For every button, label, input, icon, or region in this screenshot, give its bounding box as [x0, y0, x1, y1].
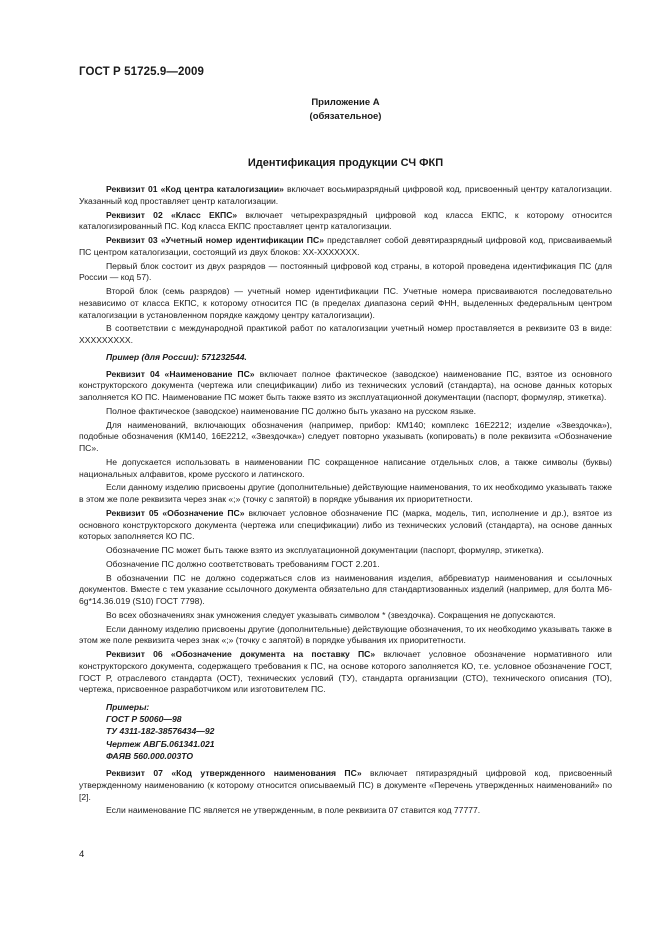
paragraph: Не допускается использовать в наименовании ПС сокращенное написание отдельных слов, а также символы (буквы) национальных алфавитов, кроме русского и латинского. — [79, 456, 612, 479]
example-item: ГОСТ Р 50060—98 — [106, 714, 182, 725]
paragraph: Первый блок состоит из двух разрядов — постоянный цифровой код страны, в которой проведена идентификация ПС (для России — код 57). — [79, 260, 612, 283]
paragraph: Если данному изделию присвоены другие (дополнительные) действующие обозначения, то их необходимо указывать также в этом же поле реквизита через знак «;» (точку с запятой) в порядке убывания их приоритетности. — [79, 623, 612, 646]
paragraph: Полное фактическое (заводское) наименование ПС должно быть указано на русском языке. — [106, 405, 477, 416]
paragraph — [79, 508, 612, 543]
requisite-label: Реквизит 03 «Учетный номер идентификации ПС» — [106, 235, 324, 245]
requisite-label: Реквизит 01 «Код центра каталогизации» — [106, 184, 284, 194]
requisite-label: Реквизит 06 «Обозначение документа на поставку ПС» — [106, 649, 376, 659]
requisite-label: Реквизит 02 «Класс ЕКПС» — [106, 209, 238, 220]
standard-header: ГОСТ Р 51725.9—2009 — [79, 66, 204, 78]
requisite-label: Реквизит 05 «Обозначение ПС» — [106, 507, 245, 518]
requisite-label: Реквизит 07 «Код утвержденного наименования ПС» — [106, 768, 362, 779]
annex-title: Приложение А — [311, 97, 380, 108]
paragraph — [79, 184, 612, 208]
paragraph: Обозначение ПС может быть также взято из эксплуатационной документации (паспорт, формуляр, этикетка). — [106, 545, 544, 555]
paragraph — [79, 649, 612, 696]
paragraph — [79, 369, 612, 404]
example-russia: Пример (для России): 571232544. — [106, 351, 247, 362]
page-number: 4 — [79, 849, 85, 860]
paragraph-text: включает четырехразрядный цифровой код класса ЕКПС, к которому относится каталогизированный ПС. Код класса ЕКПС проставляет центр каталогизации. — [79, 209, 612, 232]
paragraph-text: включает условное обозначение нормативного или конструкторского документа, содержащего требования к ПС, на основе которого заполняется КО, т.е. условное обозначение ГОСТ, ГОСТ Р, отраслевого стандарта (ОСТ), технических условий (ТУ), стандарта организации (СТО), технического описания (ТО), чертежа, присвоенное разработчиком или изготовителем ПС. — [79, 649, 612, 695]
paragraph-text: включает условное обозначение ПС (марка, модель, тип, исполнение и др.), взятое из основного конструкторского документа (чертежа или спецификации) либо из технических условий (стандарта), на основе данных которых заполняется КО ПС. — [79, 507, 612, 542]
example-item: ФАЯВ 560.000.003ТО — [106, 750, 194, 761]
paragraph: Обозначение ПС должно соответствовать требованиям ГОСТ 2.201. — [106, 558, 380, 569]
paragraph-text: включает восьмиразрядный цифровой код, присвоенный центру каталогизации. Указанный код проставляет центр каталогизации. — [79, 184, 612, 206]
paragraph-text: представляет собой девятиразрядный цифровой код, присваиваемый ПС центром каталогизации, состоящий из двух блоков: XX-XXXXXXX. — [79, 235, 612, 257]
paragraph: В соответствии с международной практикой работ по каталогизации учетный номер проставляется в реквизите 03 в виде: XXXXXXXXX. — [79, 323, 612, 345]
paragraph: Если данному изделию присвоены другие (дополнительные) действующие наименования, то их необходимо указывать также в этом же поле реквизита через знак «;» (точку с запятой) в порядке убывания их приоритетности. — [79, 482, 612, 504]
examples-block — [106, 701, 612, 762]
document-body — [79, 184, 612, 819]
paragraph-text: включает пятиразрядный цифровой код, присвоенный утвержденному наименованию (к которому относится описываемый ПС) в документе «Перечень утвержденных наименований» по [2]. — [79, 768, 612, 802]
example-item: ТУ 4311-182-38576434—92 — [106, 726, 215, 737]
paragraph: Во всех обозначениях знак умножения следует указывать символом * (звездочка). Сокращения не допускаются. — [106, 609, 556, 620]
annex-status: (обязательное) — [309, 111, 382, 122]
paragraph — [79, 768, 612, 803]
examples-label: Примеры: — [106, 702, 150, 712]
requisite-label: Реквизит 04 «Наименование ПС» — [106, 368, 255, 379]
paragraph: Второй блок (семь разрядов) — учетный номер идентификации ПС. Учетные номера присваиваются последовательно независимо от класса ЕКПС, к которому относится ПС (в пределах диапазона серий ФНН, выделенных федеральным центром каталогизации в установленном порядке каждому центру каталогизации). — [79, 286, 612, 320]
example-item: Чертеж АВГБ.061341.021 — [106, 738, 215, 749]
section-title: Идентификация продукции СЧ ФКП — [247, 157, 444, 169]
paragraph: В обозначении ПС не должно содержаться слов из наименования изделия, аббревиатур наименования и ссылочных документов. Вместе с тем указание ссылочного документа обязательно для стандартизованных изделий (например, для болта М6-6g*14.36.019 (S10) ГОСТ 7798). — [79, 572, 612, 606]
paragraph — [79, 235, 612, 259]
paragraph: Для наименований, включающих обозначения (например, прибор: КМ140; комплекс 16Е2212; изделие «Звездочка»), подобные обозначения (КМ140, 16Е2212, «Звездочка») следует повторно указывать (копировать) в поле реквизита «Обозначение ПС». — [79, 419, 612, 453]
paragraph — [79, 210, 612, 234]
paragraph-text: включает полное фактическое (заводское) наименование ПС, взятое из основного конструкторского документа (чертежа или спецификации) либо из технических условий (стандарта), на основе данных которых заполняется КО ПС. Наименование ПС может быть также взято из эксплуатационной документации (паспорт, формуляр, этикетка). — [79, 368, 613, 402]
paragraph: Если наименование ПС является не утвержденным, в поле реквизита 07 ставится код 77777. — [106, 805, 481, 816]
